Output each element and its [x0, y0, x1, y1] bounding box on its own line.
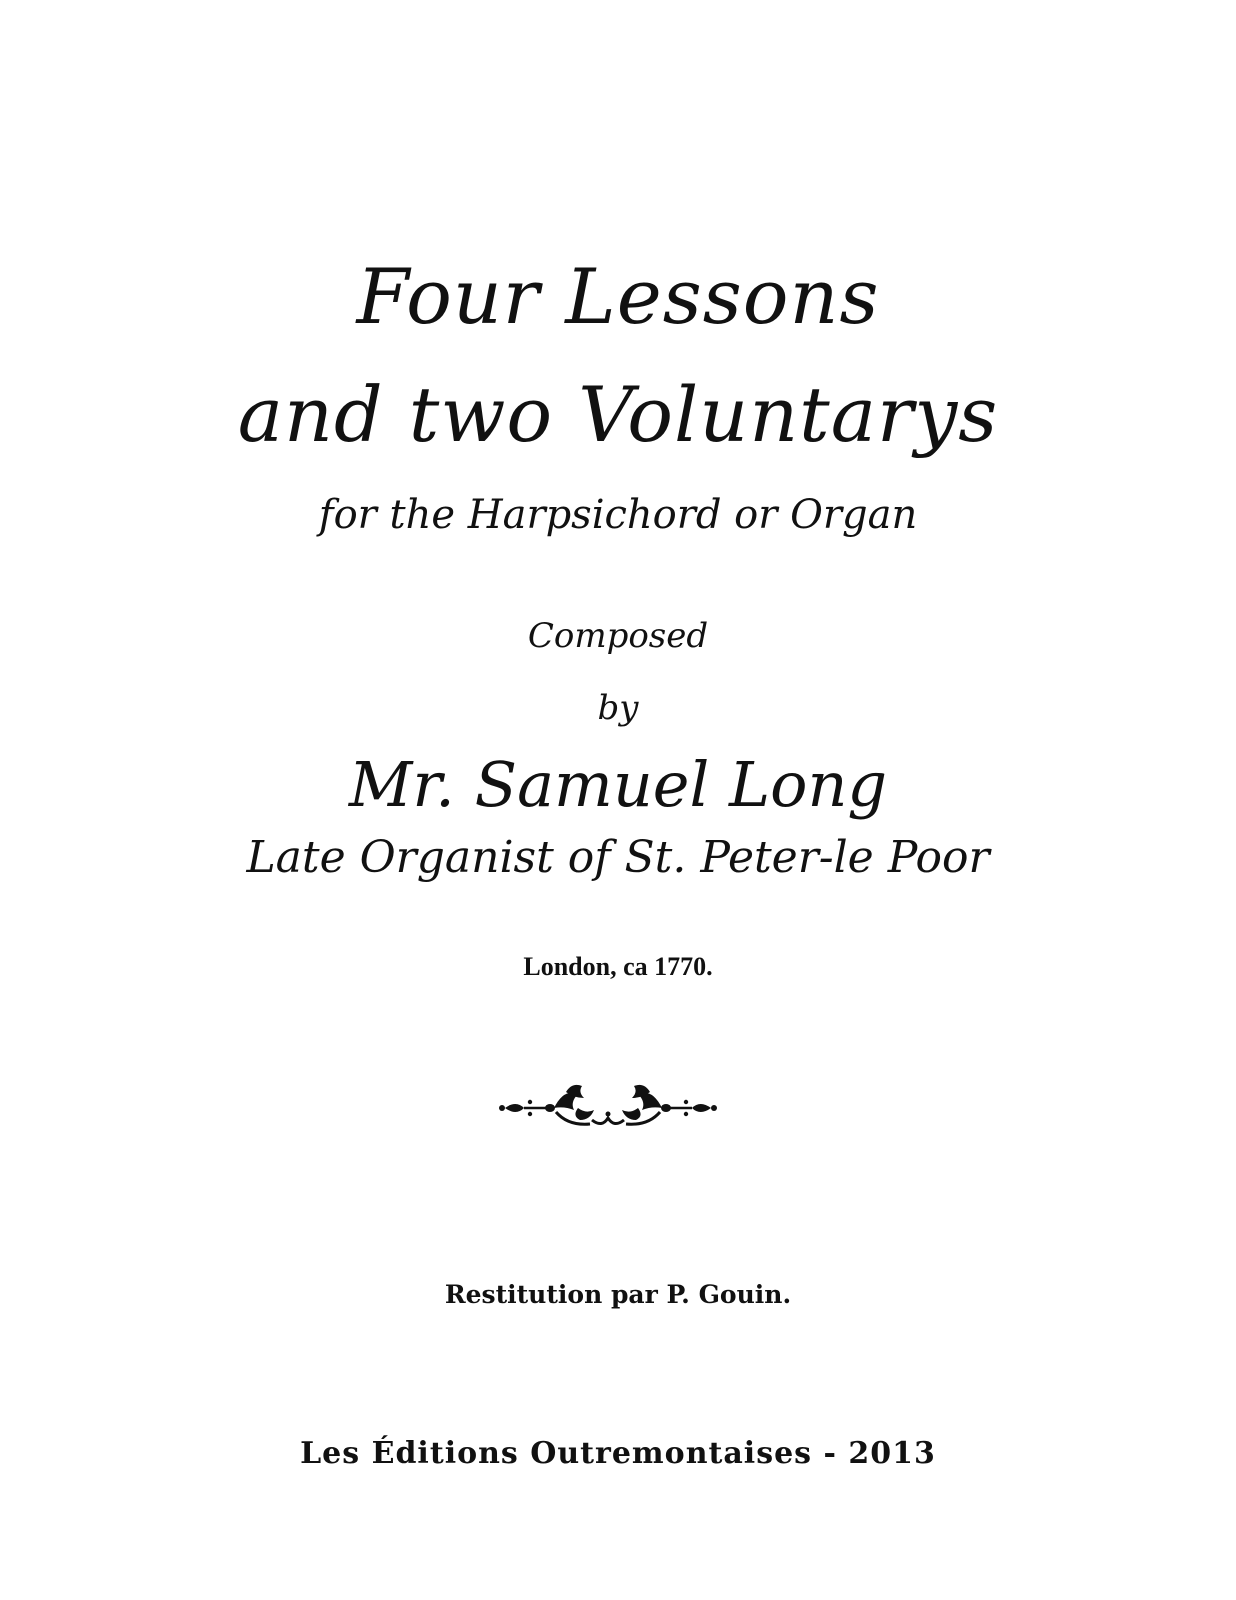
- place-date: London, ca 1770.: [523, 952, 713, 981]
- subtitle: for the Harpsichord or Organ: [318, 492, 918, 538]
- title-line-2: and two Voluntarys: [237, 370, 999, 459]
- restitution-credit: Restitution par P. Gouin.: [444, 1280, 792, 1309]
- floral-ornament-icon: [494, 1080, 722, 1130]
- by-label: by: [597, 688, 639, 728]
- composed-label: Composed: [527, 616, 709, 656]
- composer-position: Late Organist of St. Peter-le Poor: [246, 832, 990, 883]
- publisher-line: Les Éditions Outremontaises - 2013: [300, 1436, 936, 1471]
- title-line-1: Four Lessons: [356, 252, 880, 341]
- composer-name: Mr. Samuel Long: [348, 748, 888, 821]
